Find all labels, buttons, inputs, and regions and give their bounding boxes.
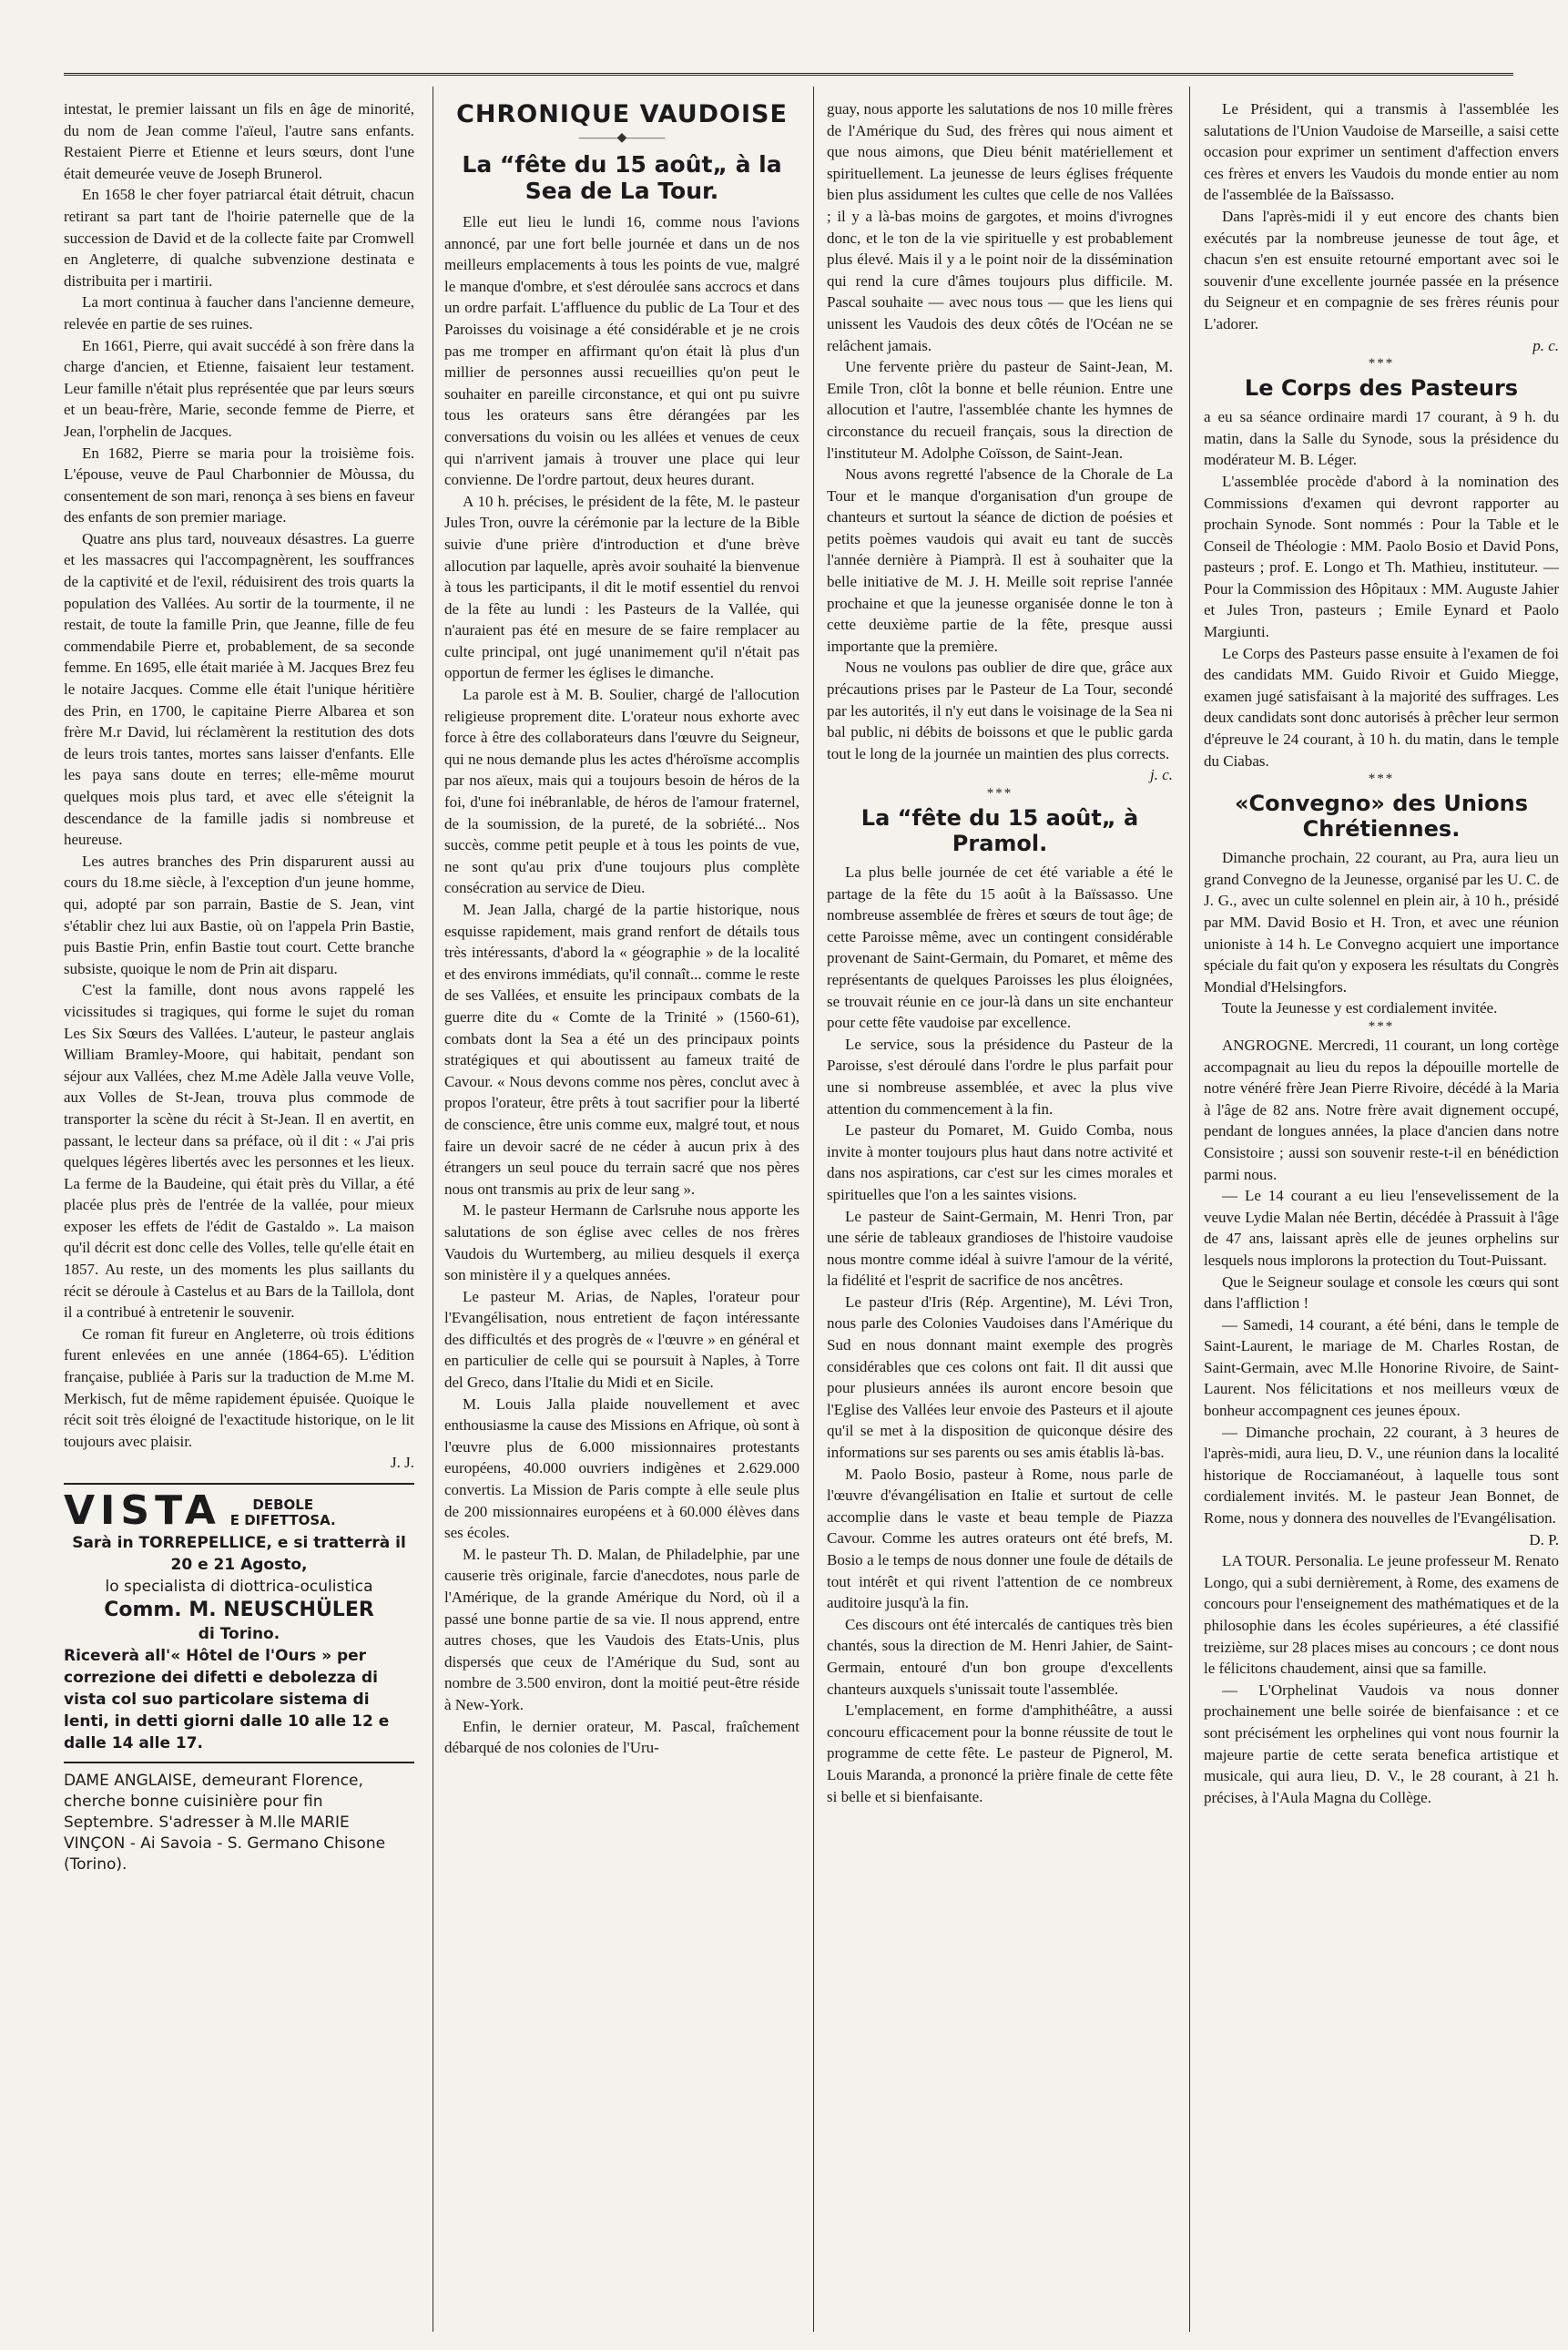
paragraph: — Le 14 courant a eu lieu l'ensevelissement de la veuve Lydie Malan née Bertin, décédée à Prassuit à l'âge de 47 ans, laissant après elle de jeunes orphelins sur lesquels nous implorons la protection du Tout-Puissant. — [1204, 1187, 1559, 1269]
paragraph: guay, nous apporte les salutations de nos 10 mille frères de l'Amérique du Sud, des frères qui nous aiment et que nous aimons, que Dieu bénit matériellement et spirituellement. La jeunesse de leurs églises fréquente bien plus assidument les cultes que celle de nos Vallées ; il y a là-bas moins de gargotes, et moins d'ivrognes donc, et le ton de la vie spirituelle y est probablement plus élevé. Mais il y a le point noir de la dissémination qui rend la cure d'âmes toujours plus difficile. M. Pascal souhaite — avec nous tous — que les liens qui unissent les Vaudois des deux côtés de l'Océan ne se relâchent jamais. — [827, 100, 1173, 354]
signature: p. c. — [1532, 336, 1559, 354]
separator-stars: *** — [1368, 356, 1395, 372]
paragraph: — L'Orphelinat Vaudois va nous donner prochainement une belle soirée de bienfaisance : et ce sont précisément les orphelines qui vont nous fournir la majeure partie de cette serata benefica artistique et musicale, qui aura lieu, D. V., le 28 courant, à 21 h. précises, à l'Aula Magna du Collège. — [1204, 1681, 1559, 1806]
article-title: «Convegno» des Unions Chrétiennes. — [1235, 791, 1528, 843]
column-4 — [1204, 98, 1559, 1808]
paragraph: intestat, le premier laissant un fils en âge de minorité, du nom de Jean comme l'aïeul, l'autre sans enfants. Restaient Pierre et Etienne et leurs sœurs, dont l'une était demeurée veuve de Joseph Brunerol. — [64, 100, 414, 182]
paragraph: Toute la Jeunesse y est cordialement invitée. — [1222, 999, 1498, 1017]
paragraph: Ces discours ont été intercalés de cantiques très bien chantés, sous la direction de M. Henri Jahier, de Saint-Germain, entouré d'un bon groupe d'excellents chanteurs auxquels s'unissait toute l'assemblée. — [827, 1615, 1173, 1698]
paragraph: Ce roman fit fureur en Angleterre, où trois éditions furent enlevées en une année (1864-65). L'édition française, publiée à Paris sur la traduction de M.me M. Merkisch, fut de même rapidement épuisée. Quoique le récit soit très éloigné de l'exactitude historique, on le lit toujours avec plaisir. — [64, 1324, 414, 1450]
paragraph: Les autres branches des Prin disparurent aussi au cours du 18.me siècle, à l'exception d'un jeune homme, qui, adopté par son parrain, Bastie de S. Jean, vint s'établir chez lui aux Bastie, où on l'appela Prin Bastie, puis Bastie Prin, enfin Bastie tout court. Cette branche subsiste, quoique le nom de Prin ait disparu. — [64, 852, 414, 977]
paragraph: Le Corps des Pasteurs passe ensuite à l'examen de foi des candidats MM. Guido Rivoir et Guido Miegge, examen jugé satisfaisant à la majorité des suffrages. Les deux candidats sont donc autorisés à prêcher leur sermon d'épreuve le 24 courant, à 10 h. du matin, dans le temple du Ciabas. — [1204, 644, 1559, 770]
column-rule — [813, 87, 814, 2332]
paragraph: Le pasteur de Saint-Germain, M. Henri Tron, par une série de tableaux grandioses de l'histoire vaudoise nous montre comme idéal à suivre l'amour de la vérité, la fidélité et l'esprit de sacrifice de nos ancêtres. — [827, 1207, 1173, 1290]
column-1 — [64, 98, 414, 1875]
paragraph: — Samedi, 14 courant, a été béni, dans le temple de Saint-Laurent, le mariage de M. Charles Rostan, de Saint-Germain, avec M.lle Honorine Rivoire, de Saint-Laurent. Nos félicitations et nos meilleurs vœux de bonheur accompagnent ces jeunes époux. — [1204, 1315, 1559, 1420]
ad-line: Riceverà all'« Hôtel de l'Ours » per correzione dei difetti e debolezza di vista col suo particolare sistema di lenti, in detti giorni dalle 10 alle 12 e dalle 14 alle 17. — [64, 1647, 390, 1752]
ad-line: lo specialista di diottrica-oculistica — [105, 1578, 373, 1596]
paragraph: Que le Seigneur soulage et console les cœurs qui sont dans l'affliction ! — [1204, 1272, 1559, 1313]
ad-subtitle-line: E DIFETTOSA. — [229, 1512, 336, 1528]
ad-line: di Torino. — [198, 1625, 280, 1643]
separator-stars: *** — [986, 786, 1013, 801]
advertisement-dame: DAME ANGLAISE, demeurant Florence, cherche bonne cuisinière pour fin Septembre. S'adresser à M.lle MARIE VINÇON - Ai Savoia - S. Germano Chisone (Torino). — [64, 1772, 386, 1874]
signature: j. c. — [1149, 766, 1173, 784]
header-rule — [64, 73, 1513, 76]
column-3 — [827, 98, 1173, 1807]
ad-subtitle — [230, 1497, 336, 1532]
paragraph: Dans l'après-midi il y eut encore des chants bien exécutés par la nombreuse jeunesse de tout âge, et chacun s'en est ensuite retourné emportant avec soi le souvenir d'une excellente journée passée en la présence du Seigneur et en compagnie de ses frères réunis pour L'adorer. — [1204, 207, 1559, 332]
paragraph: La parole est à M. B. Soulier, chargé de l'allocution religieuse proprement dite. L'orateur nous exhorte avec force à être des collaborateurs dans l'œuvre du Seigneur, qui ne nous demande plus les actes d'héroïsme accomplis par nos aïeux, mais qui a toujours besoin de héros de la foi, d'une foi inébranlable, de héros de l'amour fraternel, de la soumission, de la pureté, de la sobriété... Nos succès, comme petit peuple et à tous les points de vue, ne sont qu'au prix d'une toujours plus complète consécration au service de Dieu. — [444, 686, 799, 897]
paragraph: Nous avons regretté l'absence de la Chorale de La Tour et le manque d'organisation d'un groupe de chanteurs et surtout la séance de diction de poésies et petits poèmes vaudois qui avait eu tant de succès l'année dernière à Piamprà. Il est à souhaiter que la belle initiative de M. J. H. Meille soit reprise l'année prochaine et que la jeunesse organisée donne le ton à cette deuxième partie de la fête, presque aussi importante que la première. — [827, 465, 1173, 655]
paragraph: En 1658 le cher foyer patriarcal était détruit, chacun retirant sa part tant de l'hoirie paternelle que de la succession de David et de la collecte faite par Cromwell en Angleterre, di qualche subvenzione destinata e distribuita per i martirii. — [64, 186, 414, 290]
paragraph: La mort continua à faucher dans l'ancienne demeure, relevée en partie de ses ruines. — [64, 293, 414, 332]
paragraph: M. Paolo Bosio, pasteur à Rome, nous parle de l'œuvre d'évangélisation en Italie et surtout de celle accomplie dans le vaste et beau temple de Piazza Cavour. Comme les autres orateurs ont été brefs, M. Bosio a le temps de nous donner une foule de détails de tout intérêt et qui rivent l'attention de ce nombreux auditoire jusqu'à la fin. — [827, 1465, 1173, 1612]
paragraph: Elle eut lieu le lundi 16, comme nous l'avions annoncé, par une fort belle journée et dans un de nos meilleurs emplacements à tous les points de vue, malgré le manque d'ombre, et s'est déroulée sans accrocs et dans un ordre parfait. L'affluence du public de La Tour et des Paroisses du voisinage a été considérable et je ne crois pas me tromper en affirmant qu'on était là plus d'un millier de personnes aussi recueillies qu'on peut le souhaiter en pareille circonstance, et qui ont pu suivre tous les orateurs sans être dérangées par les conversations du voisin ou les allées et venues de ceux qui n'arrivent jamais à trouver une place qui leur convienne. De l'ordre partout, deux heures durant. — [444, 213, 799, 489]
article-title: La “fête du 15 août„ à la Sea de La Tour. — [462, 151, 782, 204]
paragraph: La plus belle journée de cet été variable a été le partage de la fête du 15 août à la Baïssasso. Une nombreuse assemblée de frères et sœurs de tout âge; de cette Paroisse même, avec un contingent considérable provenant de Saint-Germain, du Pomaret, et même des représentants de quelques Paroisses les plus éloignées, se trouvait réunie en ce jour-là dans un site enchanteur pour cette fête vaudoise par excellence. — [827, 863, 1173, 1032]
paragraph: M. le pasteur Hermann de Carlsruhe nous apporte les salutations de son église avec celles de nos frères Vaudois du Wurtemberg, au milieu desquels il exerça son ministère il y a quelques années. — [444, 1201, 799, 1284]
separator-stars: *** — [1368, 1018, 1395, 1034]
paragraph: M. Jean Jalla, chargé de la partie historique, nous esquisse rapidement, mais grand renfort de détails tous très intéressants, d'abord la « géographie » de la localité et des environs immédiats, qu'il connaît... comme le reste de ses Vallées, et ensuite les principaux combats de la guerre dite du « Comte de la Trinité » (1560-61), combats dont la Sea a été un des principaux points stratégiques et qui aboutissent au fameux traité de Cavour. « Nous devons comme nos pères, conclut avec à propos l'orateur, être prêts à tout sacrifier pour la liberté de conscience, être unis comme eux, malgré tout, et nous faire un devoir sacré de ne céder à aucun prix à des étrangers un seul pouce du terrain sacré que nos pères nous ont transmis au prix de leur sang ». — [444, 901, 799, 1198]
paragraph: L'emplacement, en forme d'amphithéâtre, a aussi concouru efficacement pour la bonne réussite de tout le programme de cette fête. Le pasteur de Pignerol, M. Louis Maranda, a prononcé la prière finale de cette fête si belle et si bienfaisante. — [827, 1701, 1173, 1805]
paragraph: ANGROGNE. Mercredi, 11 courant, un long cortège accompagnait au lieu du repos la dépouille mortelle de notre vénéré frère Jean Pierre Rivoire, décédé à la Maria à l'âge de 82 ans. Notre frère avait dignement occupé, pendant de longues années, la place d'ancien dans notre Consistoire ; aussi son souvenir reste-t-il en bénédiction parmi nous. — [1204, 1036, 1559, 1183]
signature: J. J. — [391, 1454, 414, 1472]
paragraph: M. Louis Jalla plaide nouvellement et avec enthousiasme la cause des Missions en Afrique, où sont à l'œuvre plus de 6.000 missionnaires protestants européens, 40.000 ouvriers indigènes et 2.629.000 convertis. La Mission de Paris compte à elle seule plus de 200 missionnaires européens et à 60.000 élèves dans ses écoles. — [444, 1395, 799, 1542]
paragraph: Une fervente prière du pasteur de Saint-Jean, M. Emile Tron, clôt la bonne et belle réunion. Entre une allocution et l'autre, l'assemblée chante les hymnes de circonstance du recueil français, sous la direction de l'instituteur M. Adolphe Coïsson, de Saint-Jean. — [827, 358, 1173, 462]
paragraph: a eu sa séance ordinaire mardi 17 courant, à 9 h. du matin, dans la Salle du Synode, sous la présidence du modérateur M. B. Léger. — [1204, 408, 1559, 469]
paragraph: Le service, sous la présidence du Pasteur de la Paroisse, s'est déroulé dans l'ordre le plus parfait pour une si nombreuse assemblée, et avec la plus vive attention du commencement à la fin. — [827, 1035, 1173, 1118]
ad-name: Comm. M. NEUSCHÜLER — [104, 1599, 374, 1621]
paragraph: En 1661, Pierre, qui avait succédé à son frère dans la charge d'ancien, et Etienne, faisaient leur testament. Leur famille n'était plus représentée que par leurs sœurs et un beau-frère, Marie, seconde femme de Pierre, et Jean, l'orphelin de Jacques. — [64, 336, 414, 440]
article-title: La “fête du 15 août„ à Pramol. — [860, 805, 1139, 856]
paragraph: Le Président, qui a transmis à l'assemblée les salutations de l'Union Vaudoise de Marseille, a saisi cette occasion pour exprimer un sentiment d'affection envers ces frères et envers les Vaudois du monde entier au nom de l'assemblée de la Baïssasso. — [1204, 100, 1559, 204]
signature: D. P. — [1529, 1530, 1559, 1548]
paragraph: Enfin, le dernier orateur, M. Pascal, fraîchement débarqué de nos colonies de l'Uru- — [444, 1717, 799, 1757]
paragraph: En 1682, Pierre se maria pour la troisième fois. L'épouse, veuve de Paul Charbonnier de Mòussa, du consentement de son mari, renonça à ses biens en faveur des enfants de son premier mariage. — [64, 444, 414, 526]
paragraph: A 10 h. précises, le président de la fête, M. le pasteur Jules Tron, ouvre la cérémonie par la lecture de la Bible suivie d'une prière d'introduction et d'une brève allocution par laquelle, après avoir souhaité la bienvenue à tous les participants, il dit le motif essentiel du renvoi de la fête au lundi : les Pasteurs de la Vallée, qui n'auraient pas été en mesure de se faire remplacer au culte principal, ont jugé unanimement qu'il n'était pas opportun de fermer les églises le dimanche. — [444, 492, 799, 682]
paragraph: Le pasteur d'Iris (Rép. Argentine), M. Lévi Tron, nous parle des Colonies Vaudoises dans l'Amérique du Sud en nous donnant maint exemple des progrès considérables que ces colons ont fait. Il dit aussi que pour plusieurs années ils auront encore besoin que l'Eglise des Vallées leur envoie des Pasteurs et il ajoute qu'il se met à la disposition de quiconque désire des informations sur ses parents ou ses amis établis là-bas. — [827, 1292, 1173, 1462]
column-rule — [1189, 87, 1190, 2332]
ad-line: Sarà in TORREPELLICE, e si tratterrà il 20 e 21 Agosto, — [72, 1534, 406, 1574]
ornament: ———◆——— — [578, 131, 666, 145]
paragraph: C'est la famille, dont nous avons rappelé les vicissitudes si tragiques, qui forme le sujet du roman Les Six Sœurs des Vallées. L'auteur, le pasteur anglais William Bramley-Moore, qui habitait, pendant son séjour aux Vallées, chez M.me Adèle Jalla veuve Volle, aux Volles de St-Jean, trouva plus commode de transporter la scène du récit à St-Jean. Il en avertit, en passant, le lecteur dans sa préface, où il dit : « J'ai pris quelques légères libertés avec les personnes et les lieux. La ferme de la Baudeine, qui était près du Villar, a été placée plus près de l'entrée de la vallée, pour mieux exposer les effets de l'édit de Gastaldo ». La maison qu'il décrit est donc celle des Volles, telle qu'elle était en 1857. Au reste, un des moments les plus saillants du récit se déroule à Castelus et au Bars de la Taillola, dont il a contribué à entretenir le souvenir. — [64, 981, 414, 1322]
column-2 — [444, 98, 799, 1759]
paragraph: Nous ne voulons pas oublier de dire que, grâce aux précautions prises par le Pasteur de La Tour, secondé par les autorités, il n'y eut dans le voisinage de la Sea ni bal public, ni débits de boissons et que le public garda tout le long de la journée un maintien des plus corrects. — [827, 659, 1173, 762]
advertisement-vista — [64, 1483, 414, 1763]
separator-stars: *** — [1368, 771, 1395, 787]
paragraph: Quatre ans plus tard, nouveaux désastres. La guerre et les massacres qui l'accompagnèrent, les souffrances de la captivité et de l'exil, réduisirent des trois quarts la population des Vallées. Au sortir de la tourmente, il ne restait, de toute la famille Prin, que Jeanne, fille de feu commendabile Pierre et, probablement, de sa seconde femme. En 1695, elle était mariée à M. Jacques Brez feu le notaire Jacques. Comme elle était l'unique héritière des Prin, en 1700, le capitaine Pierre Albarea et son frère M.r David, lui réclamèrent la restitution des dots de leurs trois tantes, mortes sans laisser d'enfants. Elle les paya sans doute en terres; elle-même mourut quelques mois plus tard, et avec elle s'éteignit la descendance de la famille jadis si nombreuse et heureuse. — [64, 529, 414, 849]
paragraph: — Dimanche prochain, 22 courant, à 3 heures de l'après-midi, aura lieu, D. V., une réunion dans la localité historique de Rocciamanéout, à laquelle tous sont cordialement invités. M. le pasteur Jean Bonnet, de Rome, nous y donnera des nouvelles de l'Evangélisation. — [1204, 1423, 1559, 1528]
paragraph: Dimanche prochain, 22 courant, au Pra, aura lieu un grand Convegno de la Jeunesse, organisé par les U. C. de J. G., avec un culte solennel en plein air, à 10 h., présidé par MM. David Bosio et H. Tron, et avec une réunion unioniste à 14 h. Le Convegno acquiert une importance spéciale du fait qu'on y exposera les résultats du Congrès Mondial d'Helsingfors. — [1204, 849, 1559, 996]
article-title: Le Corps des Pasteurs — [1244, 375, 1519, 402]
paragraph: Le pasteur M. Arias, de Naples, l'orateur pour l'Evangélisation, nous entretient de façon intéressante des difficultés et des progrès de « l'œuvre » en général et en particulier de celle qui se poursuit à Naples, à Torre del Greco, dans l'Italie du Midi et en Sicile. — [444, 1287, 799, 1392]
paragraph: LA TOUR. Personalia. Le jeune professeur M. Renato Longo, qui a subi dernièrement, à Rome, des examens de concours pour l'enseignement des mathématiques et de la philosophie dans les écoles supérieures, a été classifié treizième, sur 28 places mises au concours ; ce dont nous le félicitons chaudement, ainsi que sa famille. — [1204, 1552, 1559, 1678]
paragraph: Le pasteur du Pomaret, M. Guido Comba, nous invite à monter toujours plus haut dans notre activité et dans nos aspirations, car c'est sur les cimes morales et spirituelles que l'on a les saintes visions. — [827, 1121, 1173, 1203]
paragraph: M. le pasteur Th. D. Malan, de Philadelphie, par une causerie très originale, farcie d'anecdotes, nous parle de l'Amérique, de la grande Amérique du Nord, où il a passé une bonne partie de sa vie. Il nous apprend, entre autres choses, que les Vaudois des Etats-Unis, plus dispersés que ceux de l'Amérique du Sud, sont au nombre de 3.500 environ, dont la moitié peut-être réside à New-York. — [444, 1545, 799, 1713]
paragraph: L'assemblée procède d'abord à la nomination des Commissions d'examen qui devront rapporter au prochain Synode. Sont nommés : Pour la Table et le Conseil de Théologie : MM. Paolo Bosio et David Pons, pasteurs ; prof. E. Longo et Th. Mathieu, instituteur. — Pour la Commission des Hôpitaux : MM. Auguste Jahier et Jules Tron, pasteurs ; Emile Eynard et Paolo Margiunti. — [1204, 472, 1559, 641]
section-title: CHRONIQUE VAUDOISE — [456, 100, 788, 128]
ad-subtitle-line: DEBOLE — [252, 1497, 314, 1513]
ad-title: VISTA — [64, 1487, 221, 1534]
